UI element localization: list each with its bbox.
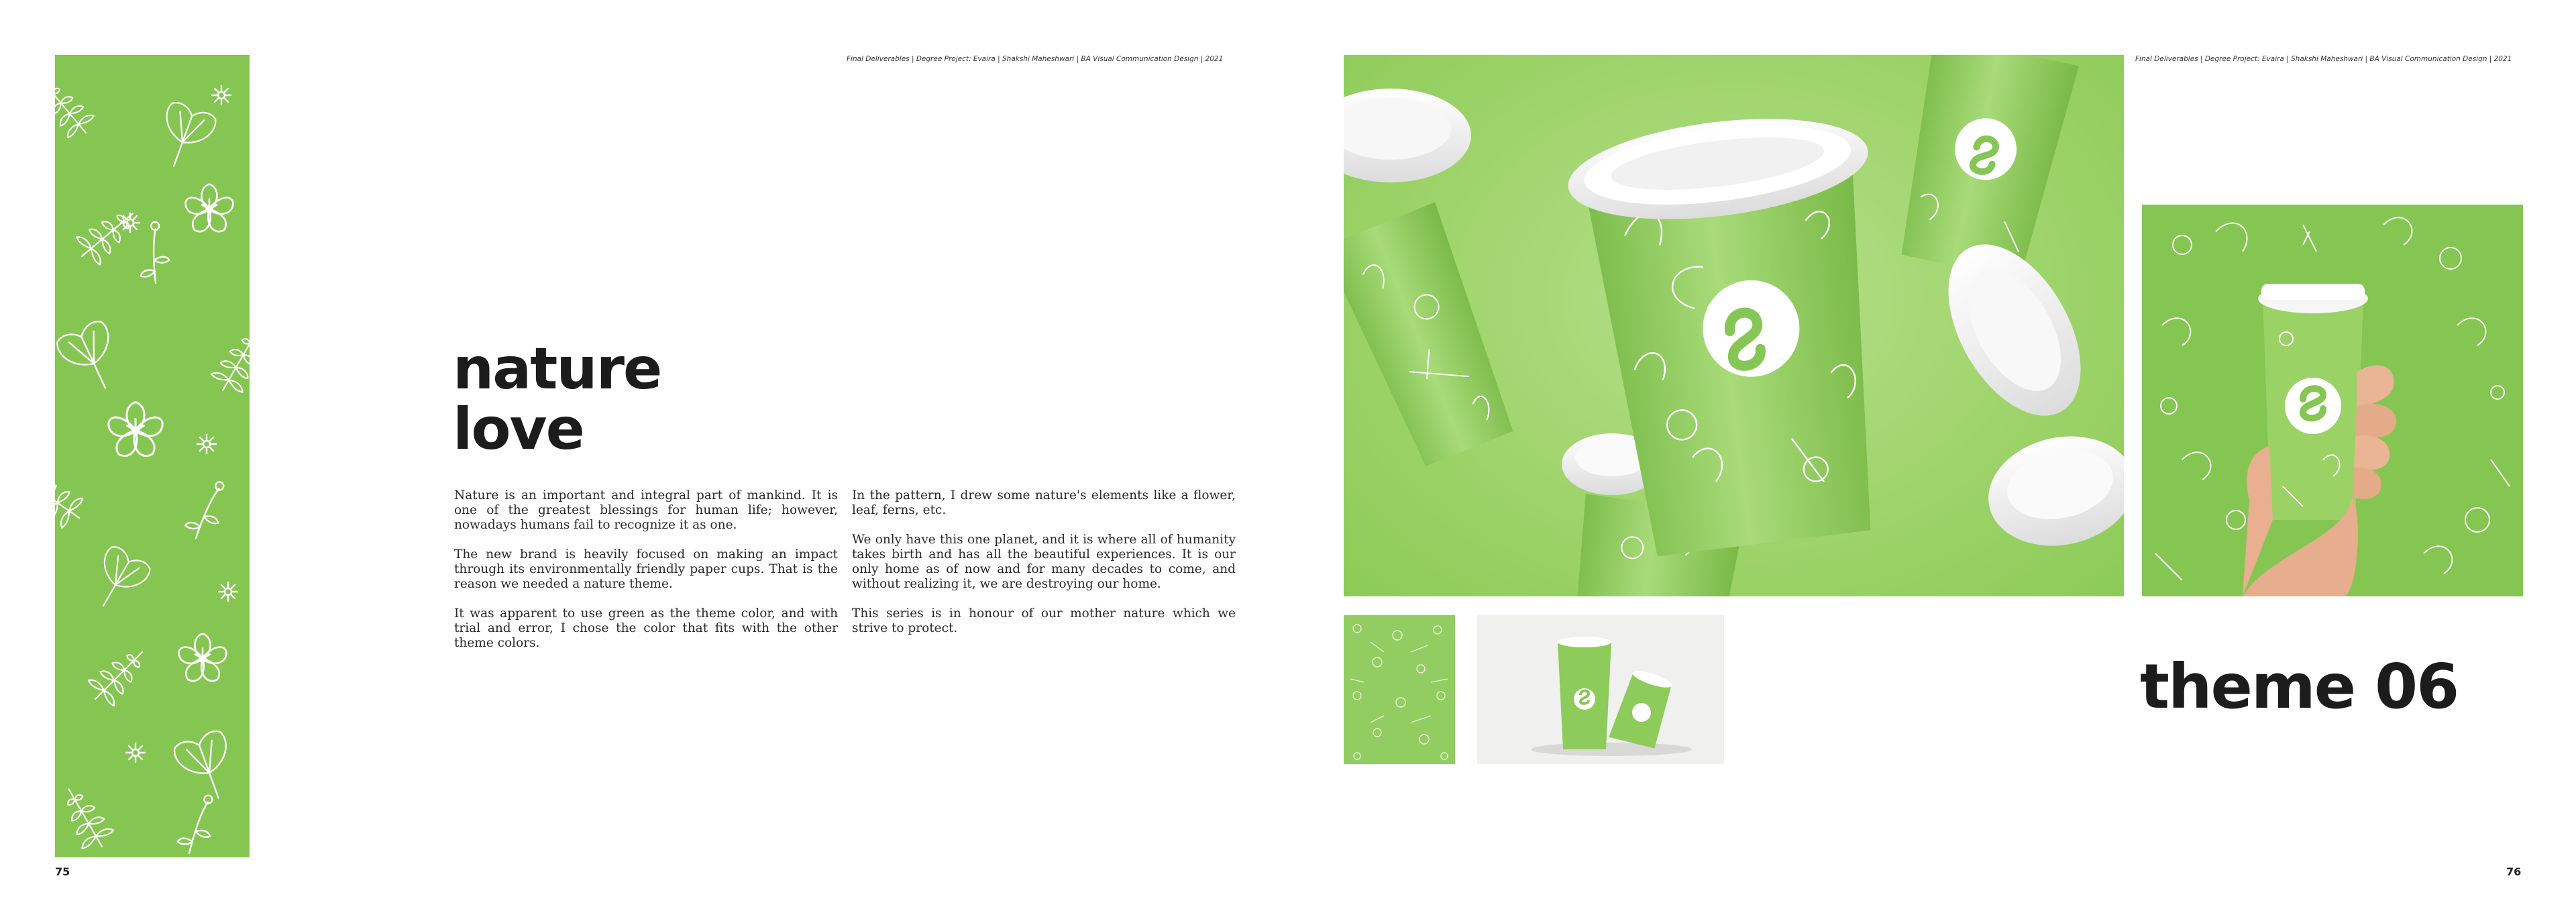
paragraph: It was apparent to use green as the theme color, and with trial and error, I chose the color that fits with the other theme colors.: [454, 606, 838, 650]
right-text-column: [852, 488, 1236, 651]
floral-pattern-strip: [55, 55, 250, 857]
floating-cups-photo: [1344, 55, 2124, 596]
paragraph: This series is in honour of our mother nature which we strive to protect.: [852, 606, 1236, 635]
left-text-column: [454, 488, 838, 665]
page-title: [453, 335, 661, 463]
cups-mockup-thumbnail: [1477, 615, 1724, 764]
right-page-header: Final Deliverables | Degree Project: Evaira | Shakshi Maheshwari | BA Visual Communication Design | 2021: [2135, 55, 2512, 63]
paragraph: In the pattern, I drew some nature's elements like a flower, leaf, ferns, etc.: [852, 488, 1236, 517]
left-page-header: Final Deliverables | Degree Project: Evaira | Shakshi Maheshwari | BA Visual Communication Design | 2021: [847, 55, 1224, 63]
left-page-number: 75: [55, 865, 70, 878]
hand-holding-cup-photo: [2142, 205, 2523, 596]
paragraph: We only have this one planet, and it is where all of humanity takes birth and has all the beautiful experiences. It is our only home as of now and for many decades to come, and without realizing it, we are destroying our home.: [852, 533, 1236, 591]
theme-label: theme 06: [2140, 651, 2459, 722]
pattern-swatch-thumbnail: [1344, 615, 1455, 764]
paragraph: Nature is an important and integral part of mankind. It is one of the greatest blessings for human life; however, nowadays humans fail to recognize it as one.: [454, 488, 838, 532]
right-page-number: 76: [2506, 865, 2522, 878]
title-line-1: nature: [453, 335, 661, 403]
paragraph: The new brand is heavily focused on making an impact through its environmentally friendly paper cups. That is the reason we needed a nature theme.: [454, 547, 838, 591]
title-line-2: love: [453, 396, 584, 463]
